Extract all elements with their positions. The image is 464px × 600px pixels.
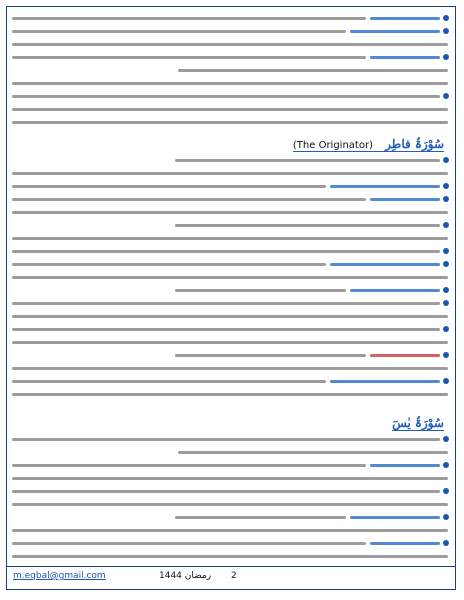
bullet-icon bbox=[443, 287, 449, 293]
highlighted-phrase bbox=[370, 17, 440, 20]
text-run bbox=[175, 516, 346, 519]
text-run bbox=[12, 276, 448, 279]
text-line bbox=[12, 168, 450, 179]
bullet-icon bbox=[443, 93, 449, 99]
text-line bbox=[12, 117, 450, 128]
text-line bbox=[12, 363, 450, 374]
text-line bbox=[12, 13, 450, 24]
text-line bbox=[12, 512, 450, 523]
highlighted-phrase bbox=[370, 198, 440, 201]
text-line bbox=[12, 447, 450, 458]
bullet-icon bbox=[443, 514, 449, 520]
text-run bbox=[12, 555, 448, 558]
text-line bbox=[12, 39, 450, 50]
text-run bbox=[12, 328, 440, 331]
section-heading-english: (The Originator) bbox=[292, 140, 373, 151]
page-footer bbox=[7, 566, 455, 589]
page-number: 2 bbox=[231, 571, 237, 581]
text-run bbox=[12, 43, 448, 46]
text-run bbox=[12, 250, 440, 253]
bullet-icon bbox=[443, 15, 449, 21]
bullet-icon bbox=[443, 183, 449, 189]
text-line bbox=[12, 91, 450, 102]
text-line bbox=[12, 525, 450, 536]
text-run bbox=[12, 464, 366, 467]
text-line bbox=[12, 246, 450, 257]
text-run bbox=[12, 302, 440, 305]
section-heading-yasin bbox=[392, 416, 444, 430]
highlighted-phrase bbox=[370, 464, 440, 467]
text-run bbox=[12, 438, 440, 441]
text-run bbox=[12, 367, 448, 370]
highlighted-phrase bbox=[350, 516, 440, 519]
bullet-icon bbox=[443, 300, 449, 306]
bullet-icon bbox=[443, 462, 449, 468]
bullet-icon bbox=[443, 222, 449, 228]
highlighted-phrase bbox=[330, 380, 440, 383]
highlighted-phrase bbox=[350, 30, 440, 33]
text-run bbox=[12, 17, 366, 20]
bullet-icon bbox=[443, 540, 449, 546]
bullet-icon bbox=[443, 352, 449, 358]
text-line bbox=[12, 26, 450, 37]
text-line bbox=[12, 551, 450, 562]
text-line bbox=[12, 181, 450, 192]
text-line bbox=[12, 194, 450, 205]
text-line bbox=[12, 350, 450, 361]
text-line bbox=[12, 389, 450, 400]
highlighted-phrase bbox=[370, 542, 440, 545]
highlighted-phrase bbox=[350, 289, 440, 292]
text-run bbox=[175, 159, 440, 162]
author-email-link[interactable]: m.eqbal@gmail.com bbox=[13, 571, 106, 581]
text-line bbox=[12, 538, 450, 549]
highlighted-phrase bbox=[330, 263, 440, 266]
text-run bbox=[12, 211, 448, 214]
text-line bbox=[12, 376, 450, 387]
text-line bbox=[12, 233, 450, 244]
text-run bbox=[12, 82, 448, 85]
text-line bbox=[12, 285, 450, 296]
text-line bbox=[12, 298, 450, 309]
text-run bbox=[12, 490, 440, 493]
bullet-icon bbox=[443, 54, 449, 60]
text-run bbox=[12, 341, 448, 344]
bullet-icon bbox=[443, 436, 449, 442]
text-run bbox=[175, 289, 346, 292]
text-line bbox=[12, 499, 450, 510]
text-run bbox=[12, 121, 448, 124]
highlighted-phrase bbox=[370, 56, 440, 59]
text-run bbox=[12, 477, 448, 480]
highlighted-phrase bbox=[330, 185, 440, 188]
document-body bbox=[12, 11, 450, 565]
bullet-icon bbox=[443, 157, 449, 163]
text-run bbox=[12, 30, 346, 33]
text-line bbox=[12, 78, 450, 89]
text-line bbox=[12, 259, 450, 270]
bullet-icon bbox=[443, 248, 449, 254]
text-run bbox=[12, 393, 448, 396]
bullet-icon bbox=[443, 326, 449, 332]
bullet-icon bbox=[443, 261, 449, 267]
section-heading-fatir bbox=[293, 137, 444, 151]
footer-date: رمضان 1444 bbox=[159, 571, 212, 581]
text-line bbox=[12, 337, 450, 348]
text-run bbox=[175, 224, 440, 227]
text-line bbox=[12, 207, 450, 218]
text-line bbox=[12, 155, 450, 166]
text-line bbox=[12, 65, 450, 76]
text-run bbox=[12, 503, 448, 506]
bullet-icon bbox=[443, 378, 449, 384]
bullet-icon bbox=[443, 488, 449, 494]
bullet-icon bbox=[443, 196, 449, 202]
text-line bbox=[12, 324, 450, 335]
bullet-icon bbox=[443, 28, 449, 34]
text-line bbox=[12, 52, 450, 63]
text-run bbox=[12, 380, 326, 383]
text-run bbox=[12, 108, 448, 111]
text-run bbox=[12, 315, 448, 318]
section-heading-text: سُوْرَۃُ فاطِر bbox=[385, 137, 444, 151]
text-run bbox=[12, 529, 448, 532]
text-run bbox=[178, 69, 448, 72]
text-run bbox=[178, 451, 448, 454]
text-line bbox=[12, 104, 450, 115]
text-run bbox=[175, 354, 366, 357]
text-line bbox=[12, 311, 450, 322]
text-line bbox=[12, 473, 450, 484]
heading-underline bbox=[293, 151, 444, 152]
text-run bbox=[12, 237, 448, 240]
text-run bbox=[12, 56, 366, 59]
text-run bbox=[12, 185, 326, 188]
text-run bbox=[12, 198, 366, 201]
text-line bbox=[12, 460, 450, 471]
section-heading-text: سُوْرَۃُ یٰسٓ bbox=[392, 416, 444, 430]
text-run bbox=[12, 95, 440, 98]
text-run bbox=[12, 542, 366, 545]
text-line bbox=[12, 220, 450, 231]
text-run bbox=[12, 172, 448, 175]
text-line bbox=[12, 486, 450, 497]
heading-underline bbox=[392, 430, 444, 431]
highlighted-phrase bbox=[370, 354, 440, 357]
document-page bbox=[6, 6, 456, 590]
text-run bbox=[12, 263, 326, 266]
text-line bbox=[12, 272, 450, 283]
text-line bbox=[12, 434, 450, 445]
